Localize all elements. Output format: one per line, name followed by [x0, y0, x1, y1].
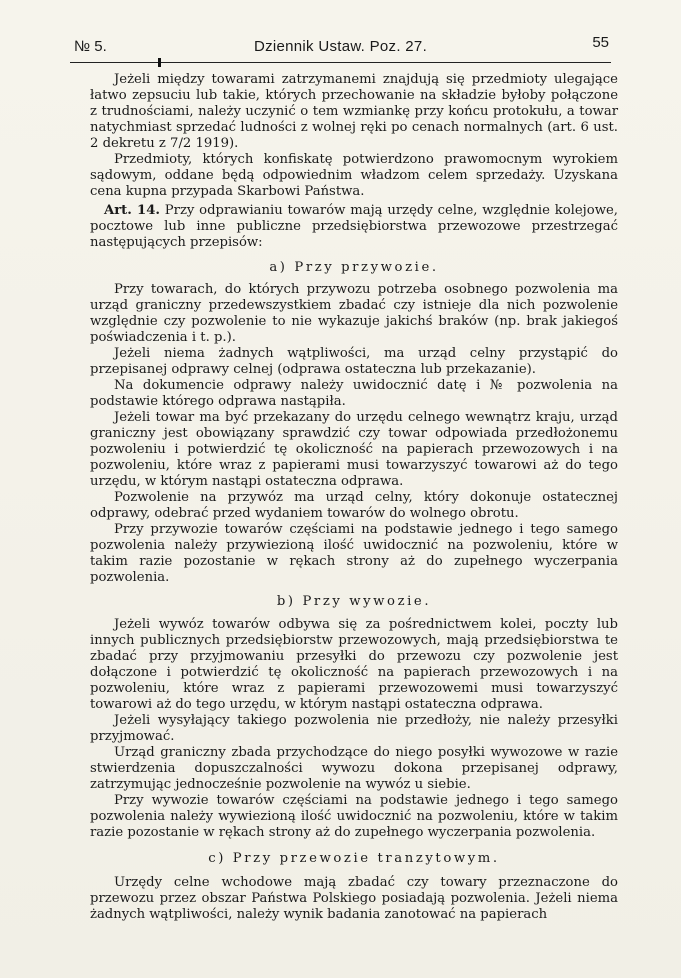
- section-c-heading: c) Przy przewozie tranzytowym.: [208, 851, 500, 867]
- paragraph: Jeżeli między towarami zatrzymanemi znajdują się przedmioty ulegające łatwo zepsuciu lub takie, których przechowanie na składzie byłoby połączone z trudnościami, należy uczynić o tem wzmiankę przy końcu protokułu, a towar natychmiast sprzedać ludności z wolnej ręki po cenach normalnych (art. 6 ust. 2 dekretu z 7/2 1919).: [90, 72, 618, 152]
- section-b-heading: b) Przy wywozie.: [276, 594, 432, 610]
- paragraph: Na dokumencie odprawy należy uwidocznić datę i № pozwolenia na podstawie którego odprawa nastąpiła.: [90, 377, 618, 409]
- paragraph: Urzędy celne wchodowe mają zbadać czy towary przeznaczone do przewozu przez obszar Państwa Polskiego posiadają pozwolenia. Jeżeli niema żadnych wątpliwości, należy wynik badania zanotować na papierach: [90, 875, 618, 923]
- paragraph: Jeżeli wysyłający takiego pozwolenia nie przedłoży, nie należy przesyłki przyjmować.: [90, 712, 618, 744]
- paragraph: Jeżeli niema żadnych wątpliwości, ma urząd celny przystąpić do przepisanej odprawy celnej (odprawa ostateczna lub przekazanie).: [90, 345, 618, 377]
- paragraph: Przy wywozie towarów częściami na podstawie jednego i tego samego pozwolenia należy wywiezioną ilość uwidocznić na pozwoleniu, które w takim razie pozostanie w rękach strony aż do zupełnego wyczerpania pozwolenia.: [90, 793, 618, 841]
- paragraph: Pozwolenie na przywóz ma urząd celny, który dokonuje ostatecznej odprawy, odebrać przed wydaniem towarów do wolnego obrotu.: [90, 490, 618, 522]
- section-a-heading: a) Przy przywozie.: [269, 259, 439, 275]
- rule-mark: [158, 58, 161, 67]
- header-rule: [70, 62, 611, 63]
- paragraph: Urząd graniczny zbada przychodzące do niego posyłki wywozowe w razie stwierdzenia dopuszczalności wywozu dokona przepisanej odprawy, zatrzymując jednocześnie pozwolenie na wywóz u siebie.: [90, 744, 618, 792]
- article-14: [90, 203, 618, 251]
- paragraph: Przy towarach, do których przywozu potrzeba osobnego pozwolenia ma urząd graniczny przedewszystkiem zbadać czy istnieje dla nich pozwolenie względnie czy pozwolenie to nie wykazuje jakichś braków (np. brak jakiegoś poświadczenia i t. p.).: [90, 281, 618, 345]
- document-body: [90, 72, 618, 923]
- issue-number: № 5.: [74, 38, 107, 55]
- journal-title: Dziennik Ustaw. Poz. 27.: [253, 38, 428, 55]
- paragraph: Przy przywozie towarów częściami na podstawie jednego i tego samego pozwolenia należy przywiezioną ilość uwidocznić na pozwoleniu, które w takim razie pozostanie w rękach strony aż do zupełnego wyczerpania pozwolenia.: [90, 522, 618, 586]
- article-text: Przy odprawianiu towarów mają urzędy celne, względnie kolejowe, pocztowe lub inne publiczne przedsiębiorstwa przewozowe przestrzegać następujących przepisów:: [90, 203, 618, 251]
- page-header: [72, 34, 609, 58]
- article-number: Art. 14.: [104, 203, 160, 219]
- paragraph: Jeżeli wywóz towarów odbywa się za pośrednictwem kolei, poczty lub innych publicznych przedsiębiorstw przewozowych, mają przedsiębiorstwa te zbadać przy przyjmowaniu przesyłki do przewozu czy pozwolenie jest dołączone i potwierdzić tę okoliczność na papierach przewozowych i na pozwoleniu, które wraz z papierami przewozowemi musi towarzyszyć towarowi aż do tego urzędu, w którym nastąpi ostateczna odprawa.: [90, 616, 618, 712]
- paragraph: Przedmioty, których konfiskatę potwierdzono prawomocnym wyrokiem sądowym, oddane będą odpowiednim władzom celem sprzedaży. Uzyskana cena kupna przypada Skarbowi Państwa.: [90, 152, 618, 200]
- paragraph: Jeżeli towar ma być przekazany do urzędu celnego wewnątrz kraju, urząd graniczny jest obowiązany sprawdzić czy towar odpowiada przedłożonemu pozwoleniu i potwierdzić tę okoliczność na papierach przewozowych i na pozwoleniu, które wraz z papierami musi towarzyszyć towarowi aż do tego urzędu, w którym nastąpi ostateczna odprawa.: [90, 409, 618, 490]
- page-number: 55: [592, 34, 609, 51]
